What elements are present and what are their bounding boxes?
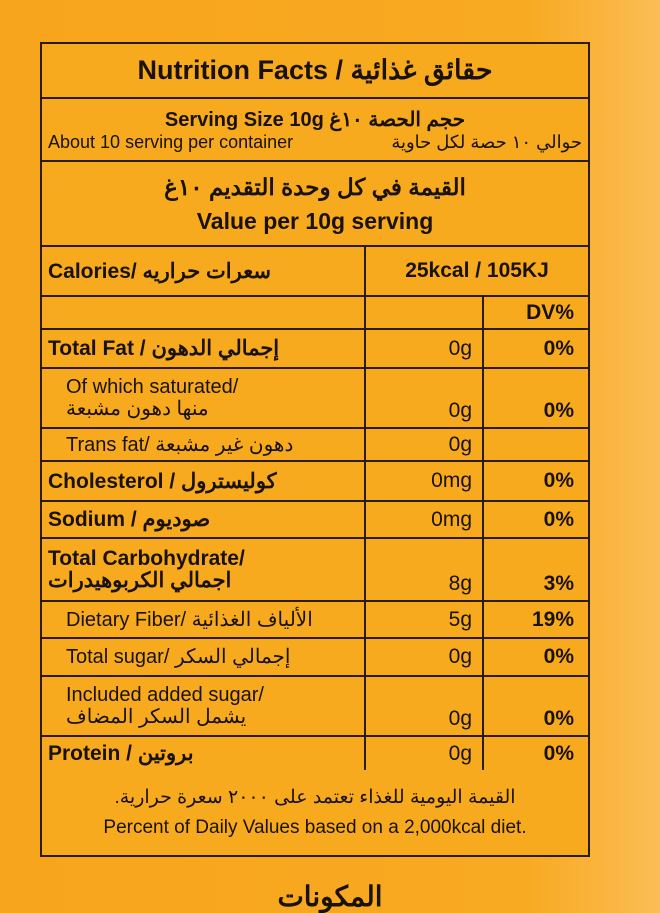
nutrient-dv: 0% <box>543 469 574 492</box>
nutrient-amount: 0g <box>366 429 484 460</box>
nutrient-name: Dietary Fiber/ الألياف الغذائية <box>66 608 313 631</box>
nutrient-label <box>42 737 366 770</box>
nutrient-name: Included added sugar/ <box>66 684 264 706</box>
nutrient-name: Cholesterol / كوليسترول <box>48 469 277 493</box>
nutrient-amount: 0g <box>366 369 484 427</box>
nutrient-row <box>42 429 588 462</box>
value-per-serving-ar: القيمة في كل وحدة التقديم ١٠غ <box>164 173 466 200</box>
nutrient-amount: 0g <box>366 639 484 675</box>
nutrient-row <box>42 677 588 737</box>
nutrient-dv: 19% <box>531 607 574 631</box>
dv-header: DV% <box>526 300 574 324</box>
nutrient-dv: 0% <box>543 707 574 730</box>
nutrient-dv: 0% <box>543 507 574 531</box>
servings-per-container: About 10 serving per container <box>48 131 294 152</box>
footnote: Percent of Daily Values based on a 2,000kcal diet. <box>103 816 527 838</box>
nutrient-row <box>42 502 588 539</box>
nutrient-row <box>42 602 588 639</box>
nutrient-amount: 0g <box>366 737 484 770</box>
nutrient-row <box>42 330 588 369</box>
nutrient-row <box>42 462 588 502</box>
nutrient-dv: 0% <box>543 645 574 668</box>
nutrient-label <box>42 677 366 735</box>
nutrient-label <box>42 502 366 537</box>
nutrient-label <box>42 330 366 367</box>
nutrient-label <box>42 369 366 427</box>
nutrient-name: Sodium / صوديوم <box>48 508 211 531</box>
footnote-ar: القيمة اليومية للغذاء تعتمد على ٢٠٠٠ سعرة حرارية. <box>114 786 516 808</box>
nutrient-row <box>42 737 588 770</box>
nutrient-name: Of which saturated/ <box>66 376 239 398</box>
nutrient-dv: 3% <box>543 572 574 595</box>
nutrient-name-ar: اجمالي الكربوهيدرات <box>48 568 232 592</box>
title: Nutrition Facts / حقائق غذائية <box>42 44 588 99</box>
nutrient-row <box>42 539 588 602</box>
calories-value: 25kcal / 105KJ <box>405 259 549 282</box>
nutrient-row <box>42 369 588 429</box>
nutrient-amount: 8g <box>366 539 484 600</box>
nutrient-label <box>42 429 366 460</box>
nutrient-dv: 0% <box>543 336 574 360</box>
nutrient-name: Total Fat / إجمالي الدهون <box>48 337 280 360</box>
nutrient-name: Protein / بروتين <box>48 742 194 765</box>
value-per-serving: Value per 10g serving <box>196 207 434 234</box>
nutrient-label <box>42 462 366 500</box>
nutrient-name: Total Carbohydrate/ <box>48 546 245 570</box>
nutrient-label <box>42 602 366 637</box>
serving-size: Serving Size 10g حجم الحصة ١٠غ <box>164 108 466 131</box>
nutrient-amount: 0g <box>366 677 484 735</box>
nutrition-facts-table <box>40 42 590 857</box>
nutrient-dv: 0% <box>543 399 574 422</box>
nutrient-label <box>42 539 366 600</box>
nutrient-name-ar: يشمل السكر المضاف <box>66 706 247 728</box>
nutrient-amount: 0g <box>366 330 484 367</box>
nutrient-row <box>42 639 588 677</box>
nutrient-amount: 0mg <box>366 502 484 537</box>
nutrient-name-ar: منها دهون مشبعة <box>66 398 209 420</box>
servings-per-container-ar: حوالي ١٠ حصة لكل حاوية <box>391 131 582 152</box>
nutrient-amount: 0mg <box>366 462 484 500</box>
nutrient-amount: 5g <box>366 602 484 637</box>
nutrient-label <box>42 639 366 675</box>
nutrient-name: Trans fat/ دهون غير مشبعة <box>66 433 294 456</box>
nutrient-dv: 0% <box>543 741 574 765</box>
ingredients-heading: المكونات <box>277 881 383 912</box>
calories-label: Calories/ سعرات حراريه <box>42 247 366 295</box>
nutrient-dv <box>484 429 588 460</box>
nutrient-name: Total sugar/ إجمالي السكر <box>66 646 291 668</box>
